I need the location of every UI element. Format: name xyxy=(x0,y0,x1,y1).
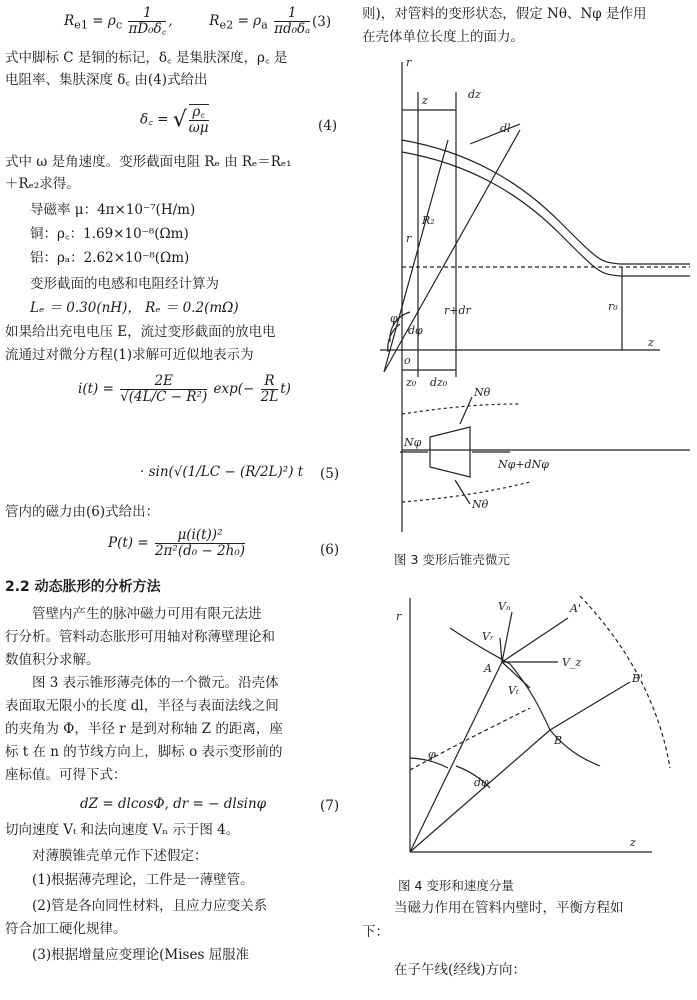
fig3-caption: 图 3 变形后锥壳微元 xyxy=(394,552,510,567)
eq3-r1-sub: e1 xyxy=(74,18,88,32)
eq6-lhs: P(t) = xyxy=(108,535,149,551)
right-end-line1: 当磁力作用在管料内壁时，平衡方程如 xyxy=(394,900,624,916)
eq4-num: ρ꜀ xyxy=(189,105,209,121)
para7-line1: 图 3 表示锥形薄壳体的一个微元。沿壳体 xyxy=(32,675,279,691)
eq3-r1-lhs: R xyxy=(64,13,75,29)
fig4-caption: 图 4 变形和速度分量 xyxy=(398,878,514,893)
figure-4 xyxy=(390,588,690,870)
eq5-exp-den: 2L xyxy=(260,389,279,405)
fig4-shell-curve xyxy=(450,628,600,766)
eq3-r2-mid: = ρ xyxy=(237,13,262,29)
sqrt-sign: √ xyxy=(172,107,187,133)
eq7-number: (7) xyxy=(320,798,340,814)
para7-line4: 标 t 在 n 的节线方向上，脚标 o 表示变形前的 xyxy=(5,744,283,760)
para1-line2: 电阻率、集肤深度 δ꜀ 由(4)式给出 xyxy=(5,72,208,88)
para3: 变形截面的电感和电阻经计算为 xyxy=(30,276,219,292)
eq4-number: (4) xyxy=(318,118,338,134)
fig4-label-vt: Vₜ xyxy=(508,684,519,697)
fig3-label-phi: φ xyxy=(390,312,398,325)
eq5-den: √(4L/C − R²) xyxy=(120,389,208,405)
eq6-frac xyxy=(155,528,245,559)
fig3-label-r-axis: r xyxy=(406,56,412,69)
assumption-2-line2: 符合加工硬化规律。 xyxy=(5,921,127,937)
eq5-number: (5) xyxy=(320,466,340,482)
para2-line1: 式中 ω 是角速度。变形截面电阻 Rₑ 由 Rₑ＝Rₑ₁ xyxy=(5,154,292,170)
eq3-r2-num: 1 xyxy=(274,6,310,22)
eq6-den: 2π²(d₀ − 2h₀) xyxy=(154,543,246,559)
fig4-label-phi: φ xyxy=(428,748,436,761)
eq3-r1-frac xyxy=(128,6,166,37)
fig4-label-dphi: dφ xyxy=(474,776,489,789)
fig3-element xyxy=(430,427,470,477)
para6-line2: 行分析。管料动态胀形可用轴对称薄壁理论和 xyxy=(5,629,275,645)
eq3-number: (3) xyxy=(312,14,332,30)
fig3-shell-outer xyxy=(402,140,690,264)
fig3-label-r-dr: r+dr xyxy=(444,304,471,317)
fig3-label-dz: dz xyxy=(468,88,481,101)
equation-5-line2: · sin(√(1/LC − (R/2L)²) t xyxy=(140,464,304,480)
fig4-arc-outer xyxy=(580,596,670,768)
assumption-3: (3)根据增量应变理论(Mises 屈服准 xyxy=(32,947,250,963)
right-end-line2: 下： xyxy=(362,924,389,940)
fig3-label-n-phi-left: Nφ xyxy=(404,436,422,449)
equation-6 xyxy=(108,528,247,559)
fig4-label-vn: Vₙ xyxy=(498,600,511,613)
para4-line1: 如果给出充电电压 E，流过变形截面的放电电 xyxy=(5,324,276,340)
fig4-label-b-prime: B' xyxy=(632,672,644,685)
eq3-r2-frac xyxy=(274,6,310,37)
para5: 管内的磁力由(6)式给出： xyxy=(5,504,160,520)
eq5-exp-tail: t) xyxy=(280,381,291,397)
fig3-label-o: o xyxy=(404,354,411,367)
fig3-label-n-phi-right: Nφ+dNφ xyxy=(498,458,549,471)
section-heading: 2.2 动态胀形的分析方法 xyxy=(5,579,161,595)
fig3-shell-inner xyxy=(402,152,690,276)
fig3-label-z-axis: z xyxy=(648,336,654,349)
permeability: 导磁率 μ：4π×10⁻⁷(H/m) xyxy=(30,202,196,218)
fig3-label-R2: R₂ xyxy=(422,214,435,227)
copper-resistivity: 铜：ρ꜀：1.69×10⁻⁸(Ωm) xyxy=(30,226,189,242)
fig4-label-vr: Vᵣ xyxy=(482,630,494,643)
lr-values: Lₑ ＝ 0.30(nH)， Rₑ ＝ 0.2(mΩ) xyxy=(30,300,239,316)
eq3-r2-lhs: R xyxy=(209,13,220,29)
assumption-2-line1: (2)管是各向同性材料，且应力应变关系 xyxy=(32,898,268,914)
equation-3: $R_{e1} = \rho_c$ $\frac{1}{\text{πD₀δ꜀}}$ , $R_{e2} = \rho_a$ $\frac{1}{\text{πd₀δₐ}}$ xyxy=(64,5,311,37)
eq4-frac xyxy=(189,104,209,136)
eq5-exp-frac xyxy=(261,374,279,405)
para6-line1: 管壁内产生的脉冲磁力可用有限元法进 xyxy=(32,606,262,622)
eq3-r1-mid-sub: c xyxy=(115,18,123,32)
eq5-exp-num: R xyxy=(261,374,279,390)
eq6-number: (6) xyxy=(320,542,340,558)
eq5-frac xyxy=(120,374,207,405)
para9: 对薄膜锥壳单元作下述假定： xyxy=(32,848,208,864)
fig3-label-z: z xyxy=(422,94,428,107)
right-top-line2: 在壳体单位长度上的面力。 xyxy=(362,29,524,45)
para7-line2: 表面取无限小的长度 dl，半径与表面法线之间 xyxy=(5,698,279,714)
equation-5-line1 xyxy=(78,374,291,405)
eq4-lhs: δ꜀ = xyxy=(140,111,169,128)
right-top-line1: 则)，对管料的变形状态，假定 Nθ、Nφ 是作用 xyxy=(362,6,647,22)
fig4-label-b: B xyxy=(554,734,563,747)
eq3-r2-mid-sub: a xyxy=(261,18,268,32)
fig3-label-z0: z₀ xyxy=(406,376,417,389)
fig3-normal-2 xyxy=(384,130,520,372)
para7-line5: 座标值。可得下式： xyxy=(5,767,127,783)
fig3-label-dz0: dz₀ xyxy=(430,376,448,389)
para1-line1: 式中脚标 C 是铜的标记，δ꜀ 是集肤深度，ρ꜀ 是 xyxy=(5,50,288,66)
aluminum-resistivity: 铝：ρₐ：2.62×10⁻⁸(Ωm) xyxy=(30,250,190,266)
eq3-r1-mid: = ρ xyxy=(92,13,116,29)
eq3-r1-den: πD₀δ꜀ xyxy=(128,21,167,37)
equation-4 xyxy=(140,104,211,136)
eq5-num: 2E xyxy=(120,374,207,390)
eq3-r1-num: 1 xyxy=(128,6,166,22)
equation-7: dZ = dlcosΦ, dr = − dlsinφ xyxy=(80,796,267,812)
assumption-1: (1)根据薄壳理论，工件是一薄壁管。 xyxy=(32,872,254,888)
fig3-label-r0: r₀ xyxy=(608,300,618,313)
eq5-exp: exp(− xyxy=(213,381,255,397)
fig3-label-dl: dl xyxy=(500,122,511,135)
para4-line2: 流通过对微分方程(1)求解可近似地表示为 xyxy=(5,347,254,363)
fig3-label-n-theta-top: Nθ xyxy=(474,386,491,399)
eq3-r2-den: πd₀δₐ xyxy=(274,21,311,37)
fig3-label-n-theta-bottom: Nθ xyxy=(472,498,489,511)
fig4-label-vz: V_z xyxy=(562,656,582,669)
figure-3 xyxy=(360,52,697,542)
fig3-normal-1 xyxy=(384,140,448,372)
para2-line2: ＋Rₑ₂求得。 xyxy=(5,176,80,192)
fig3-label-dphi: dφ xyxy=(408,324,423,337)
fig4-label-z-axis: z xyxy=(630,836,636,849)
para6-line3: 数值积分求解。 xyxy=(5,652,100,668)
fig3-label-r: r xyxy=(406,232,412,245)
para7-line3: 的夹角为 Φ，半径 r 是到对称轴 Z 的距离，座 xyxy=(5,721,283,737)
eq3-r2-sub: e2 xyxy=(219,18,234,32)
right-end-line3: 在子午线(经线)方向： xyxy=(394,962,527,978)
para8: 切向速度 Vₜ 和法向速度 Vₙ 示于图 4。 xyxy=(5,822,240,838)
eq4-den: ωμ xyxy=(188,120,209,136)
eq5-lhs: i(t) = xyxy=(78,381,114,397)
fig4-label-r-axis: r xyxy=(396,610,402,623)
fig4-label-a: A xyxy=(484,662,492,675)
fig4-label-a-prime: A' xyxy=(570,602,581,615)
eq6-num: μ(i(t))² xyxy=(155,528,245,544)
